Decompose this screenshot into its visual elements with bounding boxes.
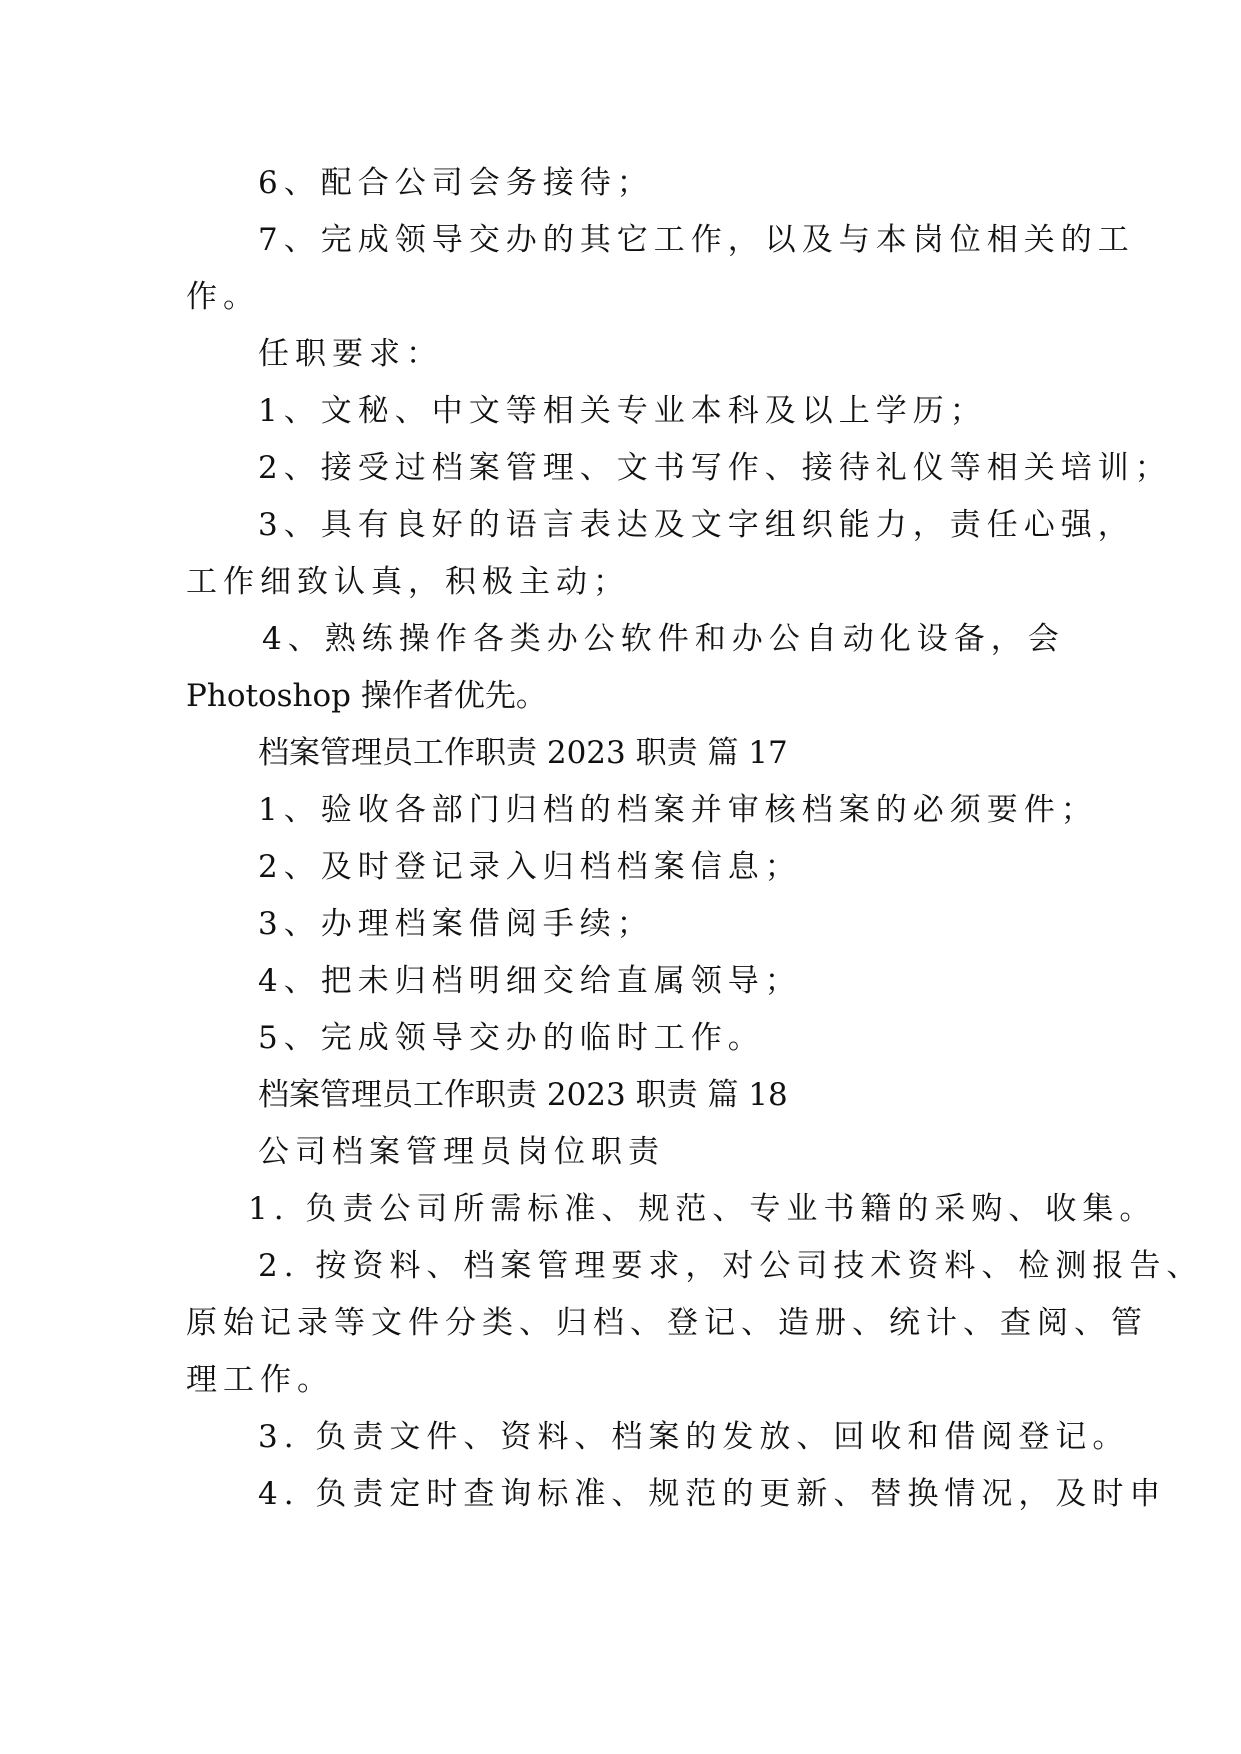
text-line: 5、完成领导交办的临时工作。 (258, 1020, 765, 1056)
text-line: 工作细致认真，积极主动； (186, 564, 630, 600)
text-line: 公司档案管理员岗位职责 (258, 1134, 665, 1170)
text-line: 1、文秘、中文等相关专业本科及以上学历； (258, 393, 987, 429)
text-line: 4、把未归档明细交给直属领导； (258, 963, 802, 999)
text-line: 7、完成领导交办的其它工作，以及与本岗位相关的工 (258, 222, 1135, 258)
section-heading: 档案管理员工作职责 2023 职责 篇 17 (258, 735, 788, 771)
text-line: 1、验收各部门归档的档案并审核档案的必须要件； (258, 792, 1098, 828)
text-line: 原始记录等文件分类、归档、登记、造册、统计、查阅、管 (186, 1305, 1148, 1341)
text-line: 2. 按资料、档案管理要求，对公司技术资料、检测报告、 (258, 1248, 1204, 1284)
section-heading: 档案管理员工作职责 2023 职责 篇 18 (258, 1077, 788, 1113)
text-line: 2、接受过档案管理、文书写作、接待礼仪等相关培训； (258, 450, 1172, 486)
text-line: 4. 负责定时查询标准、规范的更新、替换情况，及时申 (258, 1476, 1167, 1512)
text-line: 作。 (186, 279, 260, 315)
text-line: 1. 负责公司所需标准、规范、专业书籍的采购、收集。 (248, 1191, 1157, 1227)
text-line: Photoshop 操作者优先。 (186, 678, 547, 714)
text-line: 3、具有良好的语言表达及文字组织能力，责任心强， (258, 507, 1135, 543)
text-line: 任职要求： (258, 336, 443, 372)
text-line: 3、办理档案借阅手续； (258, 906, 654, 942)
text-line: 理工作。 (186, 1362, 334, 1398)
text-line: 3. 负责文件、资料、档案的发放、回收和借阅登记。 (258, 1419, 1130, 1455)
text-line: 6、配合公司会务接待； (258, 165, 654, 201)
text-line: 2、及时登记录入归档档案信息； (258, 849, 802, 885)
text-line: 4、熟练操作各类办公软件和办公自动化设备，会 (262, 621, 1065, 657)
